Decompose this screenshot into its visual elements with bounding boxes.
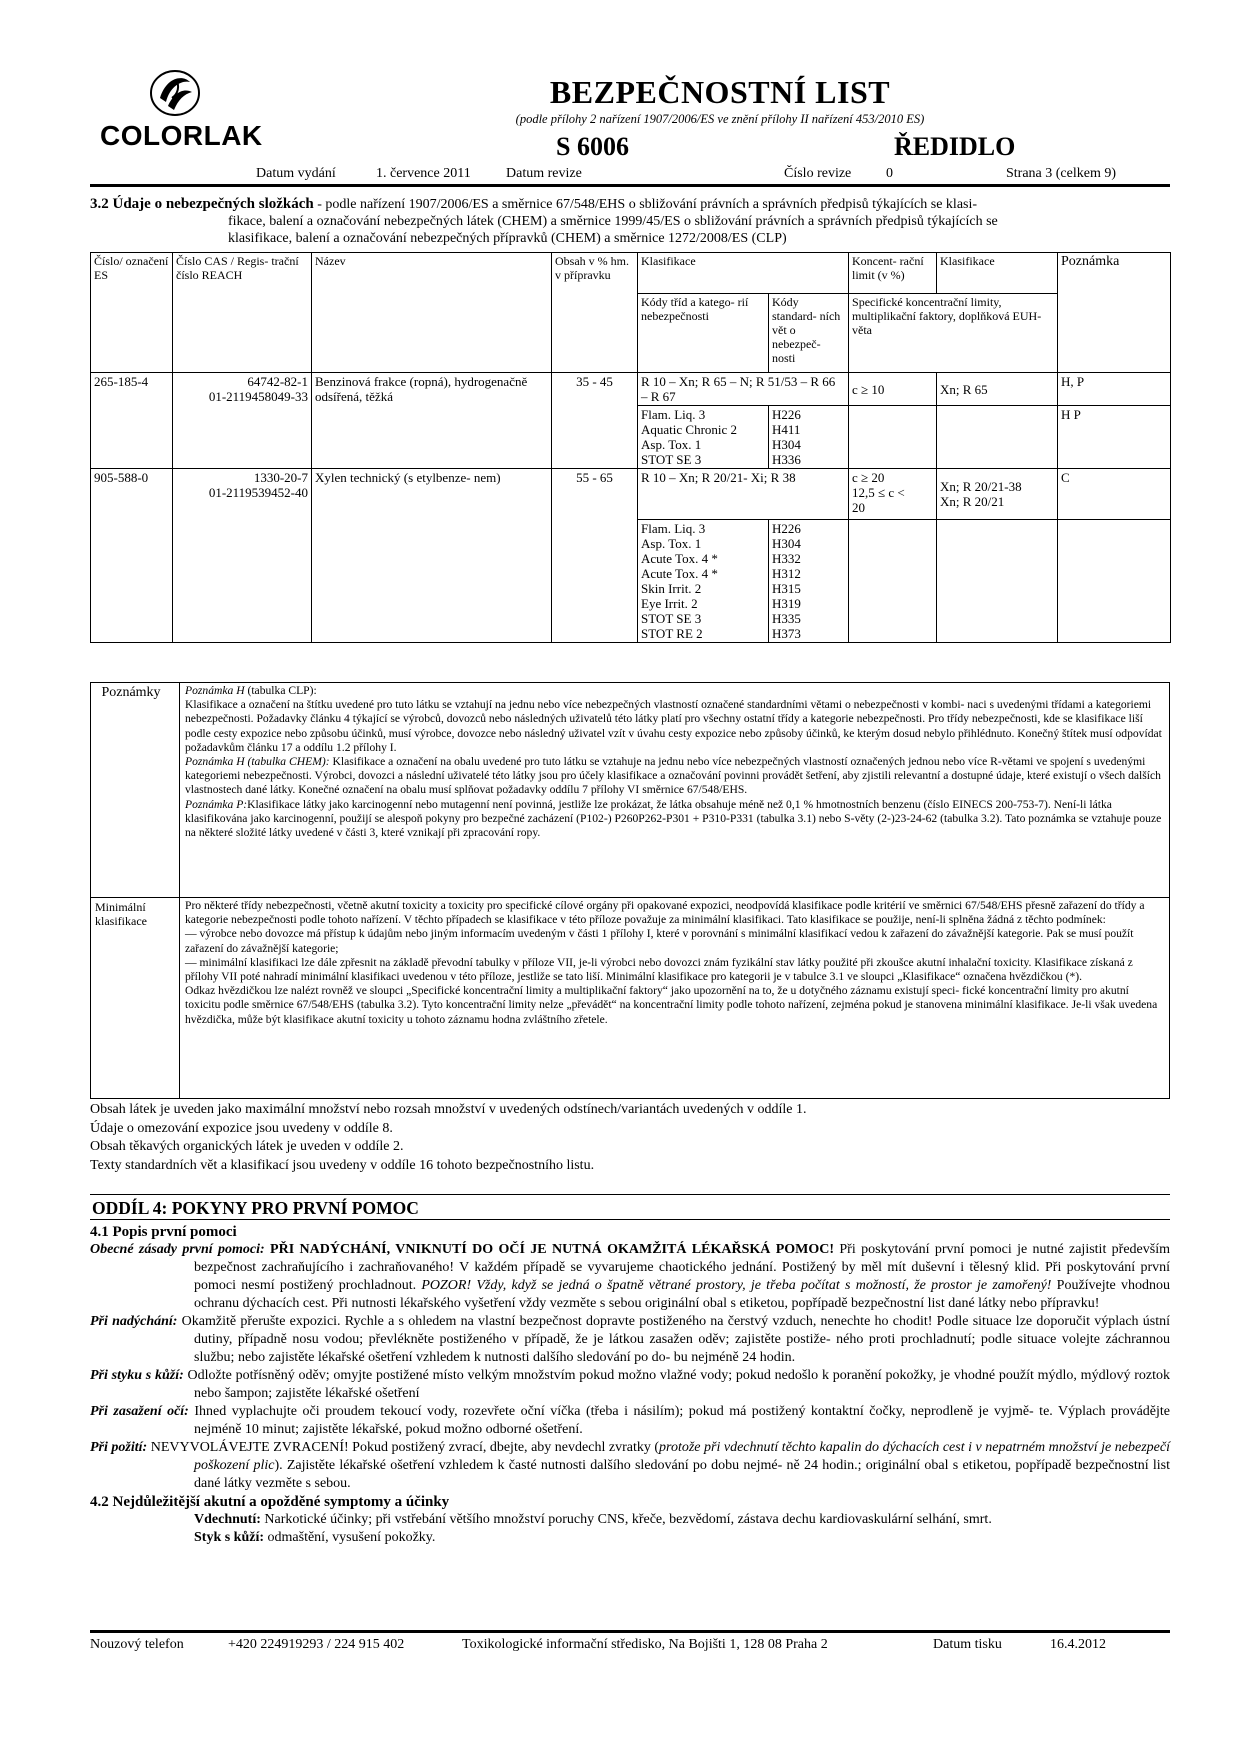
revision-no: 0 — [886, 166, 893, 181]
document-title: BEZPEČNOSTNÍ LIST — [549, 74, 891, 110]
logo-text: COLORLAK — [100, 120, 263, 151]
section-3-2-line: klasifikace, balení a označování nebezpečných přípravků (CHEM) a směrnice 1272/2008/ES (CLP) — [228, 231, 787, 246]
cell-classification-2: Xn; R 65 — [937, 373, 1058, 406]
inhalation-symptoms — [90, 1511, 1170, 1529]
inhalation-symptoms-label: Vdechnutí: — [194, 1512, 261, 1527]
cell-empty — [937, 520, 1058, 643]
emergency-phone: +420 224919293 / 224 915 402 — [228, 1637, 405, 1652]
skin-symptoms — [90, 1529, 1170, 1547]
col-header-classification: Klasifikace — [638, 253, 849, 294]
skin-first-aid — [90, 1367, 1170, 1403]
cas-number: 1330-20-7 — [253, 470, 308, 485]
notes-divider — [179, 898, 180, 1098]
table-row — [91, 373, 1171, 406]
section-4-title: ODDÍL 4: POKYNY PRO PRVNÍ POMOC — [92, 1198, 419, 1218]
cell-note: H, P — [1058, 373, 1171, 406]
general-text-2: Používejte vhodnou ochranu dýchacích cest. Při nutnosti lékařského vyšetření vždy vezměte s sebou originální obal s etiketou, popřípadě bezpečnostní list dané látky nebo přípravku! — [194, 1278, 1170, 1311]
product-name: ŘEDIDLO — [894, 132, 1016, 161]
reach-number: 01-2119458049-33 — [208, 389, 308, 404]
cell-empty — [849, 406, 937, 469]
cell-content: 55 - 65 — [552, 469, 638, 643]
note-h-clp-text: Klasifikace a označení na štítku uvedené pro tuto látku se vztahují na jednu nebo více nebezpečných vlastností označené standardními větami o nebezpečnosti v kombi- naci s uvedenými třídami a kategoriemi nebezpečnosti. Požadavky článku 4 týkající se výrobců, dovozců nebo následných uživatelů této látky platí pro všechny ostatní třídy a kategorie nebezpečnosti. Pro třídy nebezpečnosti, kde se klasifikace liší podle cesty expozice nebo způsobu účinků, musí výrobce, dovozce nebo následný uživatel vzít v úvahu cesty expozice nebo způsoby účinků, ke kterým dosud nebylo přihlédnuto. Konečný štítek musí odpovídat požadavkům článku 17 a oddílu 1.2 přílohy I. — [185, 698, 1162, 754]
footer-rule — [90, 1630, 1170, 1633]
after-table-notes — [90, 1101, 1170, 1175]
ingestion-first-aid — [90, 1439, 1170, 1493]
inhalation-first-aid — [90, 1313, 1170, 1367]
section-3-2-heading: 3.2 Údaje o nebezpečných složkách — [90, 196, 314, 212]
section-4-body — [90, 1223, 1170, 1547]
general-text: Při poskytování první pomoci je nutné zajistit především bezpečnost zachraňujícího i zachraňovaného! V každém případě se vyvarujeme chaotického jednání. Postižený by měl mít duševní i tělesný klid. Při poskytování první pomoci nesmí postižený prochladnout. — [194, 1242, 1170, 1293]
note-p-text: Klasifikace látky jako karcinogenní nebo mutagenní není povinná, jestliže lze prokázat, že látka obsahuje méně než 0,1 % hmotnostních benzenu (číslo EINECS 200-753-7). Není-li látka klasifikována jako karcinogenní, použijí se alespoň pokyny pro bezpečné zacházení (P102-) P260P262-P301 + P310-P331 (tabulka 3.1) nebo S-věty (2-)23-24-62 (tabulka 3.2). Tato poznámka se vztahuje pouze na některé složité látky uvedené v části 3, které vznikají při zpracování ropy. — [185, 797, 1162, 840]
cell-empty — [937, 406, 1058, 469]
section-3-2-intro — [90, 196, 1170, 247]
reach-number: 01-2119539452-40 — [208, 485, 308, 500]
note-h-clp-title: Poznámka H — [185, 684, 245, 697]
inhalation-text: Okamžitě přerušte expozici. Rychle a s ohledem na vlastní bezpečnost dopravte postiženého na čerstvý vzduch, nenechte ho chodit! Podle situace lze doporučit výplach ústní dutiny, případně nosu vodou; převlékněte postiženého v případě, že je látkou zasažen oděv; zajistěte postiže- ného proti prochladnutí; podle situace volejte záchrannou službu; nebo zajistěte lékařské ošetření vzhledem k nutnosti dalšího sledování po do- bu nejméně 24 hodin. — [177, 1314, 1170, 1365]
print-date-label: Datum tisku — [933, 1637, 1002, 1652]
general-first-aid — [90, 1241, 1170, 1313]
subheader-h-codes: Kódy standard- ních vět o nebezpeč- nosti — [769, 294, 849, 373]
section-4-2-heading: 4.2 Nejdůležitější akutní a opožděné symptomy a účinky — [90, 1494, 450, 1510]
page-number: Strana 3 (celkem 9) — [1006, 166, 1117, 181]
col-header-name: Název — [312, 253, 552, 373]
cell-cas — [173, 373, 312, 469]
cell-cas — [173, 469, 312, 643]
cell-classification-r: R 10 – Xn; R 20/21- Xi; R 38 — [638, 469, 849, 520]
cell-clp-h-codes: H226 H304 H332 H312 H315 H319 H335 H373 — [769, 520, 849, 643]
cell-empty — [849, 520, 937, 643]
cell-name: Xylen technický (s etylbenze- nem) — [312, 469, 552, 643]
cell-classification-2: Xn; R 20/21-38 Xn; R 20/21 — [937, 469, 1058, 520]
minimal-paragraph: Odkaz hvězdičkou lze nalézt rovněž ve sloupci „Specifické koncentrační limity a multiplikační faktory“ jako upozornění na to, že u dotyčného záznamu existují speci- fické koncentrační limity pro akutní toxicitu podle směrnice 67/548/EHS (tabulka 3.2). Tyto koncentrační limity nelze „převádět“ na koncentrační limity podle tohoto nařízení, zejména pokud je stanovena minimální klasifikace. Je-li však uvedena hvězdička, může být klasifikace akutní toxicity u tohoto záznamu hodna zvláštního zřetele. — [185, 984, 1158, 1026]
cell-es: 905-588-0 — [91, 469, 173, 643]
cell-es: 265-185-4 — [91, 373, 173, 469]
col-header-limit: Koncent- rační limit (v %) — [849, 253, 937, 294]
skin-symptoms-text: odmaštění, vysušení pokožky. — [264, 1530, 436, 1545]
col-header-classification-2: Klasifikace — [937, 253, 1058, 294]
section-3-2-line: fikace, balení a označování nebezpečných látek (CHEM) a směrnice 1999/45/ES o sbližování právních a správních předpisů týkajících se — [228, 214, 998, 229]
skin-symptoms-label: Styk s kůží: — [194, 1530, 265, 1545]
cell-limit: c ≥ 20 12,5 ≤ c < 20 — [849, 469, 937, 520]
note-p-title: Poznámka P: — [185, 797, 248, 811]
general-warning: PŘI NADÝCHÁNÍ, VNIKNUTÍ DO OČÍ JE NUTNÁ OKAMŽITÁ LÉKAŘSKÁ POMOC! — [264, 1242, 835, 1257]
document-subtitle: (podle přílohy 2 nařízení 1907/2006/ES ve znění přílohy II nařízení 453/2010 ES) — [515, 112, 925, 126]
notes-box — [90, 682, 1170, 898]
header-rule — [90, 184, 1170, 187]
table-header-row — [91, 253, 1171, 294]
ingestion-text: NEVYVOLÁVEJTE ZVRACENÍ! Pokud postižený zvrací, dbejte, aby nevdechl zvratky ( — [147, 1440, 660, 1455]
ingestion-caution: protože při vdechnutí těchto kapalin do dýchacích cest i v nepatrném množství je nebezpečí poškození plic — [194, 1440, 1170, 1473]
emergency-phone-label: Nouzový telefon — [90, 1637, 184, 1652]
eye-first-aid — [90, 1403, 1170, 1439]
colorlak-emblem-icon — [148, 68, 202, 118]
col-header-cas: Číslo CAS / Regis- trační číslo REACH — [173, 253, 312, 373]
issue-date-label: Datum vydání — [256, 166, 336, 181]
note-h-chem-title: Poznámka H (tabulka CHEM): — [185, 755, 330, 769]
eye-text: Ihned vyplachujte oči proudem tekoucí vody, rozevřete oční víčka (třeba i násilím); pokud má postižený kontaktní čočky, neprodleně je vyjmě- te. Výplach provádějte nejméně 10 minut; zajistěte lékařské, pokud možno odborné ošetření. — [188, 1404, 1171, 1437]
minimal-classification-body — [181, 898, 1169, 1028]
ingestion-text-2: ). Zajistěte lékařské ošetření vzhledem k časté nutnosti dalšího sledování po dobu nejmé- ně 24 hodin.; originální obal s etiketou, popřípadě bezpečnostní list dané látky vezměte s sebou. — [194, 1458, 1170, 1491]
minimal-classification-label: Minimální klasifikace — [95, 900, 147, 928]
colorlak-logo — [100, 68, 263, 158]
notes-body — [181, 683, 1169, 841]
revision-date-label: Datum revize — [506, 166, 582, 181]
toxicology-center: Toxikologické informační středisko, Na Bojišti 1, 128 08 Praha 2 — [462, 1637, 828, 1652]
cas-number: 64742-82-1 — [247, 374, 308, 389]
general-label: Obecné zásady první pomoci: — [90, 1242, 265, 1257]
skin-text: Odložte potřísněný oděv; omyjte postižené místo velkým množstvím pokud možno vlažné vody; pokud nedošlo k poranění pokožky, je vhodné použít mýdlo, mýdlový roztok nebo šampon; zajistěte lékařské ošetření — [183, 1368, 1170, 1401]
product-code: S 6006 — [556, 132, 629, 161]
general-caution: POZOR! Vždy, když se jedná o špatně větrané prostory, je třeba počítat s možností, že prostor je zamořený! — [421, 1278, 1052, 1293]
minimal-paragraph: Pro některé třídy nebezpečnosti, včetně akutní toxicity a toxicity pro specifické cílové orgány při opakované expozici, neodpovídá klasifikace podle kritérií ve směrnici 67/548/EHS přesně zařazení do třídy a kategorie nebezpečnosti podle tohoto nařízení. V těchto případech se klasifikace v této příloze považuje za minimální klasifikaci. Tato klasifikace se použije, není-li splněna žádná z těchto podmínek: — [185, 899, 1145, 927]
cell-limit: c ≥ 10 — [849, 373, 937, 406]
inhalation-symptoms-text: Narkotické účinky; při vstřebání většího množství poruchy CNS, křeče, bezvědomí, zástava dechu kardiovaskulární selhání, smrt. — [260, 1512, 992, 1527]
table-row — [91, 469, 1171, 520]
notes-label: Poznámky — [101, 685, 161, 700]
after-line: Obsah látek je uveden jako maximální množství nebo rozsah množství v uvedených odstínech/variantách uvedených v oddíle 1. — [90, 1102, 807, 1117]
minimal-paragraph: — výrobce nebo dovozce má přístup k údajům nebo jiným informacím uvedeným v části 1 přílohy I, které v porovnání s minimální klasifikací vedou k zařazení do závažnější kategorie. Pak se musí použít zařazení do závažnější kategorie; — [185, 927, 1134, 955]
note-h-clp-title-suffix: (tabulka CLP): — [244, 684, 317, 697]
cell-content: 35 - 45 — [552, 373, 638, 469]
cell-classification-r: R 10 – Xn; R 65 – N; R 51/53 – R 66 – R 67 — [638, 373, 849, 406]
minimal-classification-box — [90, 897, 1170, 1099]
col-header-note: Poznámka — [1058, 253, 1171, 373]
revision-no-label: Číslo revize — [784, 166, 852, 181]
cell-clp-h-codes: H226 H411 H304 H336 — [769, 406, 849, 469]
notes-divider — [179, 683, 180, 897]
col-header-es: Číslo/ označení ES — [91, 253, 173, 373]
ingestion-label: Při požití: — [90, 1440, 148, 1455]
note-h-chem-text: Klasifikace a označení na obalu uvedené pro tuto látku se vztahuje na jednu nebo více nebezpečných vlastností označených jednou nebo více R-větami ve spojení s uvedenými kategoriemi nebezpečnosti. Výrobci, dovozci a následní uživatelé této látky jsou pro účely klasifikace a označování povinni provádět šetření, aby zjistili relevantní a dostupné údaje, které existují o všech dalších vlastnostech dané látky. Konečné označení na obalu musí splňovat požadavky oddílu 7 přílohy VI směrnice 67/548/EHS. — [185, 755, 1161, 797]
eye-label: Při zasažení očí: — [90, 1404, 189, 1419]
col-header-content: Obsah v % hm. v přípravku — [552, 253, 638, 373]
after-line: Údaje o omezování expozice jsou uvedeny v oddíle 8. — [90, 1120, 393, 1136]
skin-label: Při styku s kůží: — [90, 1368, 184, 1383]
cell-clp-classes: Flam. Liq. 3 Asp. Tox. 1 Acute Tox. 4 * Acute Tox. 4 * Skin Irrit. 2 Eye Irrit. 2 STOT SE 3 STOT RE 2 — [638, 520, 769, 643]
issue-date: 1. července 2011 — [376, 166, 471, 181]
after-line: Texty standardních vět a klasifikací jsou uvedeny v oddíle 16 tohoto bezpečnostního listu. — [90, 1157, 595, 1173]
print-date: 16.4.2012 — [1050, 1637, 1106, 1652]
subheader-specific-limits: Specifické koncentrační limity, multiplikační faktory, doplňková EUH-věta — [849, 294, 1058, 373]
cell-clp-classes: Flam. Liq. 3 Aquatic Chronic 2 Asp. Tox. 1 STOT SE 3 — [638, 406, 769, 469]
hazardous-components-table — [90, 252, 1171, 643]
cell-note: C — [1058, 469, 1171, 520]
cell-empty — [1058, 520, 1171, 643]
section-4-1-heading: 4.1 Popis první pomoci — [90, 1224, 237, 1240]
inhalation-label: Při nadýchání: — [90, 1314, 178, 1329]
minimal-paragraph: — minimální klasifikaci lze dále zpřesnit na základě převodní tabulky v příloze VII, je-li výrobci nebo dovozci znám fyzikální stav látky použité při zkoušce akutní inhalační toxicity. Klasifikace získaná z přílohy VII poté nahradí minimální klasifikaci uvedenou v této příloze, jestliže se tato liší. Minimální klasifikace pro kategorii je v tabulce 3.1 ve sloupci „Klasifikace“ označena hvězdičkou (*). — [185, 955, 1133, 984]
cell-name: Benzinová frakce (ropná), hydrogenačně odsířená, těžká — [312, 373, 552, 469]
after-line: Obsah těkavých organických látek je uveden v oddíle 2. — [90, 1139, 404, 1154]
subheader-class-codes: Kódy tříd a katego- rií nebezpečnosti — [638, 294, 769, 373]
section-3-2-text: - podle nařízení 1907/2006/ES a směrnice 67/548/EHS o sbližování právních a správních předpisů týkajících se klasi- — [313, 197, 978, 212]
cell-clp-note: H P — [1058, 406, 1171, 469]
